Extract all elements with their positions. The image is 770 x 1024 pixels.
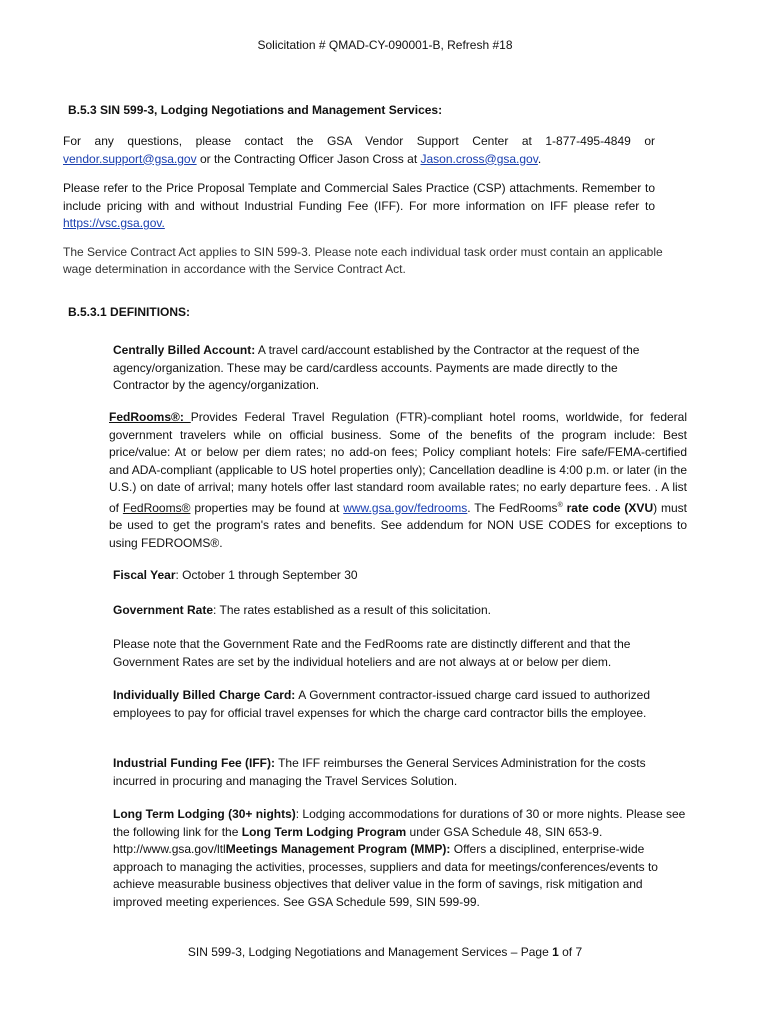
definition-cba: [113, 342, 673, 395]
refer-text: Please refer to the Price Proposal Template and Commercial Sales Practice (CSP) attachments. Remember to include pricing with and without Industrial Funding Fee (IFF). For more information on IFF please refer to: [63, 181, 655, 213]
contact-text: For any questions, please contact the GSA Vendor Support Center at 1-877-495-4849 or: [63, 134, 655, 148]
ibcc-text: A Government contractor-issued charge card issued to authorized employees to pay for official travel expenses for which the charge card contractor bills the employee.: [113, 688, 650, 720]
fedrooms-rate-code: rate code (XVU: [562, 500, 654, 515]
section-title: B.5.3 SIN 599-3, Lodging Negotiations and Management Services:: [68, 103, 443, 117]
footer-text: SIN 599-3, Lodging Negotiations and Management Services – Page: [187, 945, 553, 959]
term-ibcc: Individually Billed Charge Card:: [113, 688, 296, 702]
ltl-text-1: : Lodging accommodations for durations of 30 or more nights. Please see the following link for the: [113, 807, 686, 839]
mmp-text: Offers a disciplined, enterprise-wide approach to managing the activities, processes, suppliers and data for meetings/conferences/events to achieve measurable business objectives that deliver value in the form of savings, risk mitigation and improved meeting experiences. See GSA Schedule 599, SIN 599-99.: [113, 842, 658, 909]
term-iff: Industrial Funding Fee (IFF):: [113, 756, 275, 770]
vsc-link[interactable]: https://vsc.gsa.gov.: [63, 216, 165, 230]
fedrooms-text-3: . The FedRooms: [467, 500, 558, 515]
definition-government-rate: [113, 602, 673, 620]
term-mmp: Meetings Management Program (MMP):: [225, 842, 451, 856]
fedrooms-url-link[interactable]: www.gsa.gov/fedrooms: [343, 500, 468, 515]
term-cba: Centrally Billed Account:: [113, 343, 256, 357]
vendor-support-email-link[interactable]: vendor.support@gsa.gov: [63, 151, 197, 166]
contact-end: .: [537, 151, 542, 166]
definition-ibcc: [113, 687, 650, 722]
government-rate-text: : The rates established as a result of this solicitation.: [213, 603, 491, 617]
term-ltl: Long Term Lodging (30+ nights): [113, 807, 296, 821]
definitions-title: B.5.3.1 DEFINITIONS:: [68, 305, 191, 319]
ltl-text-2: under GSA Schedule 48, SIN 653-9. http://www.gsa.gov/ltl: [113, 824, 603, 856]
contracting-officer-email-link[interactable]: Jason.cross@gsa.gov: [420, 151, 538, 166]
contact-paragraph: [63, 133, 655, 168]
fiscal-year-text: : October 1 through September 30: [175, 568, 358, 582]
refer-paragraph: [63, 180, 655, 233]
page-header: Solicitation # QMAD-CY-090001-B, Refresh #18: [257, 38, 513, 52]
fedrooms-text-2: properties may be found at: [190, 500, 344, 515]
definition-fedrooms: [109, 409, 687, 552]
term-fedrooms: FedRooms®:: [109, 410, 191, 424]
definition-ltl-mmp: [113, 806, 693, 911]
footer-page-total: of 7: [558, 945, 583, 959]
fedrooms-list-link[interactable]: FedRooms®: [122, 500, 191, 515]
fedrooms-text-1: Provides Federal Travel Regulation (FTR)-compliant hotel rooms, worldwide, for federal government travelers while on official business. Some of the benefits of the program include: Best price/value: At or below per diem rates; no add-on fees; Policy compliant hotels: Fire safe/FEMA-certified and ADA-compliant (applicable to US hotel properties only); Cancellation deadline is 4:00 p.m. or later (in the U.S.) on date of arrival; many hotels offer last standard room available rates; no early departure fees. . A list of: [109, 410, 687, 515]
page-footer: [0, 945, 770, 959]
ltl-program: Long Term Lodging Program: [241, 824, 407, 839]
rate-note-paragraph: Please note that the Government Rate and the FedRooms rate are distinctly different and that the Government Rates are set by the individual hoteliers and are not always at or below per diem.: [113, 637, 631, 669]
cba-text: A travel card/account established by the Contractor at the request of the agency/organization. These may be card/cardless accounts. Payments are made directly to the Contractor by the agency/organization.: [113, 343, 640, 392]
definition-iff: [113, 755, 658, 790]
iff-text: The IFF reimburses the General Services Administration for the costs incurred in procuring and managing the Travel Services Solution.: [113, 756, 646, 788]
term-fiscal-year: Fiscal Year: [113, 568, 176, 582]
footer-page-number: 1: [552, 945, 559, 959]
registered-mark: ®: [557, 501, 563, 509]
contact-text-2: or the Contracting Officer Jason Cross at: [196, 151, 421, 166]
fedrooms-text-4: ) must be used to get the program's rates and benefits. See addendum for NON USE CODES for exceptions to using FEDROOMS®.: [109, 500, 688, 550]
sca-paragraph: The Service Contract Act applies to SIN 599-3. Please note each individual task order must contain an applicable wage determination in accordance with the Service Contract Act.: [63, 245, 663, 276]
definition-fiscal-year: [113, 567, 673, 585]
term-government-rate: Government Rate: [113, 603, 214, 617]
